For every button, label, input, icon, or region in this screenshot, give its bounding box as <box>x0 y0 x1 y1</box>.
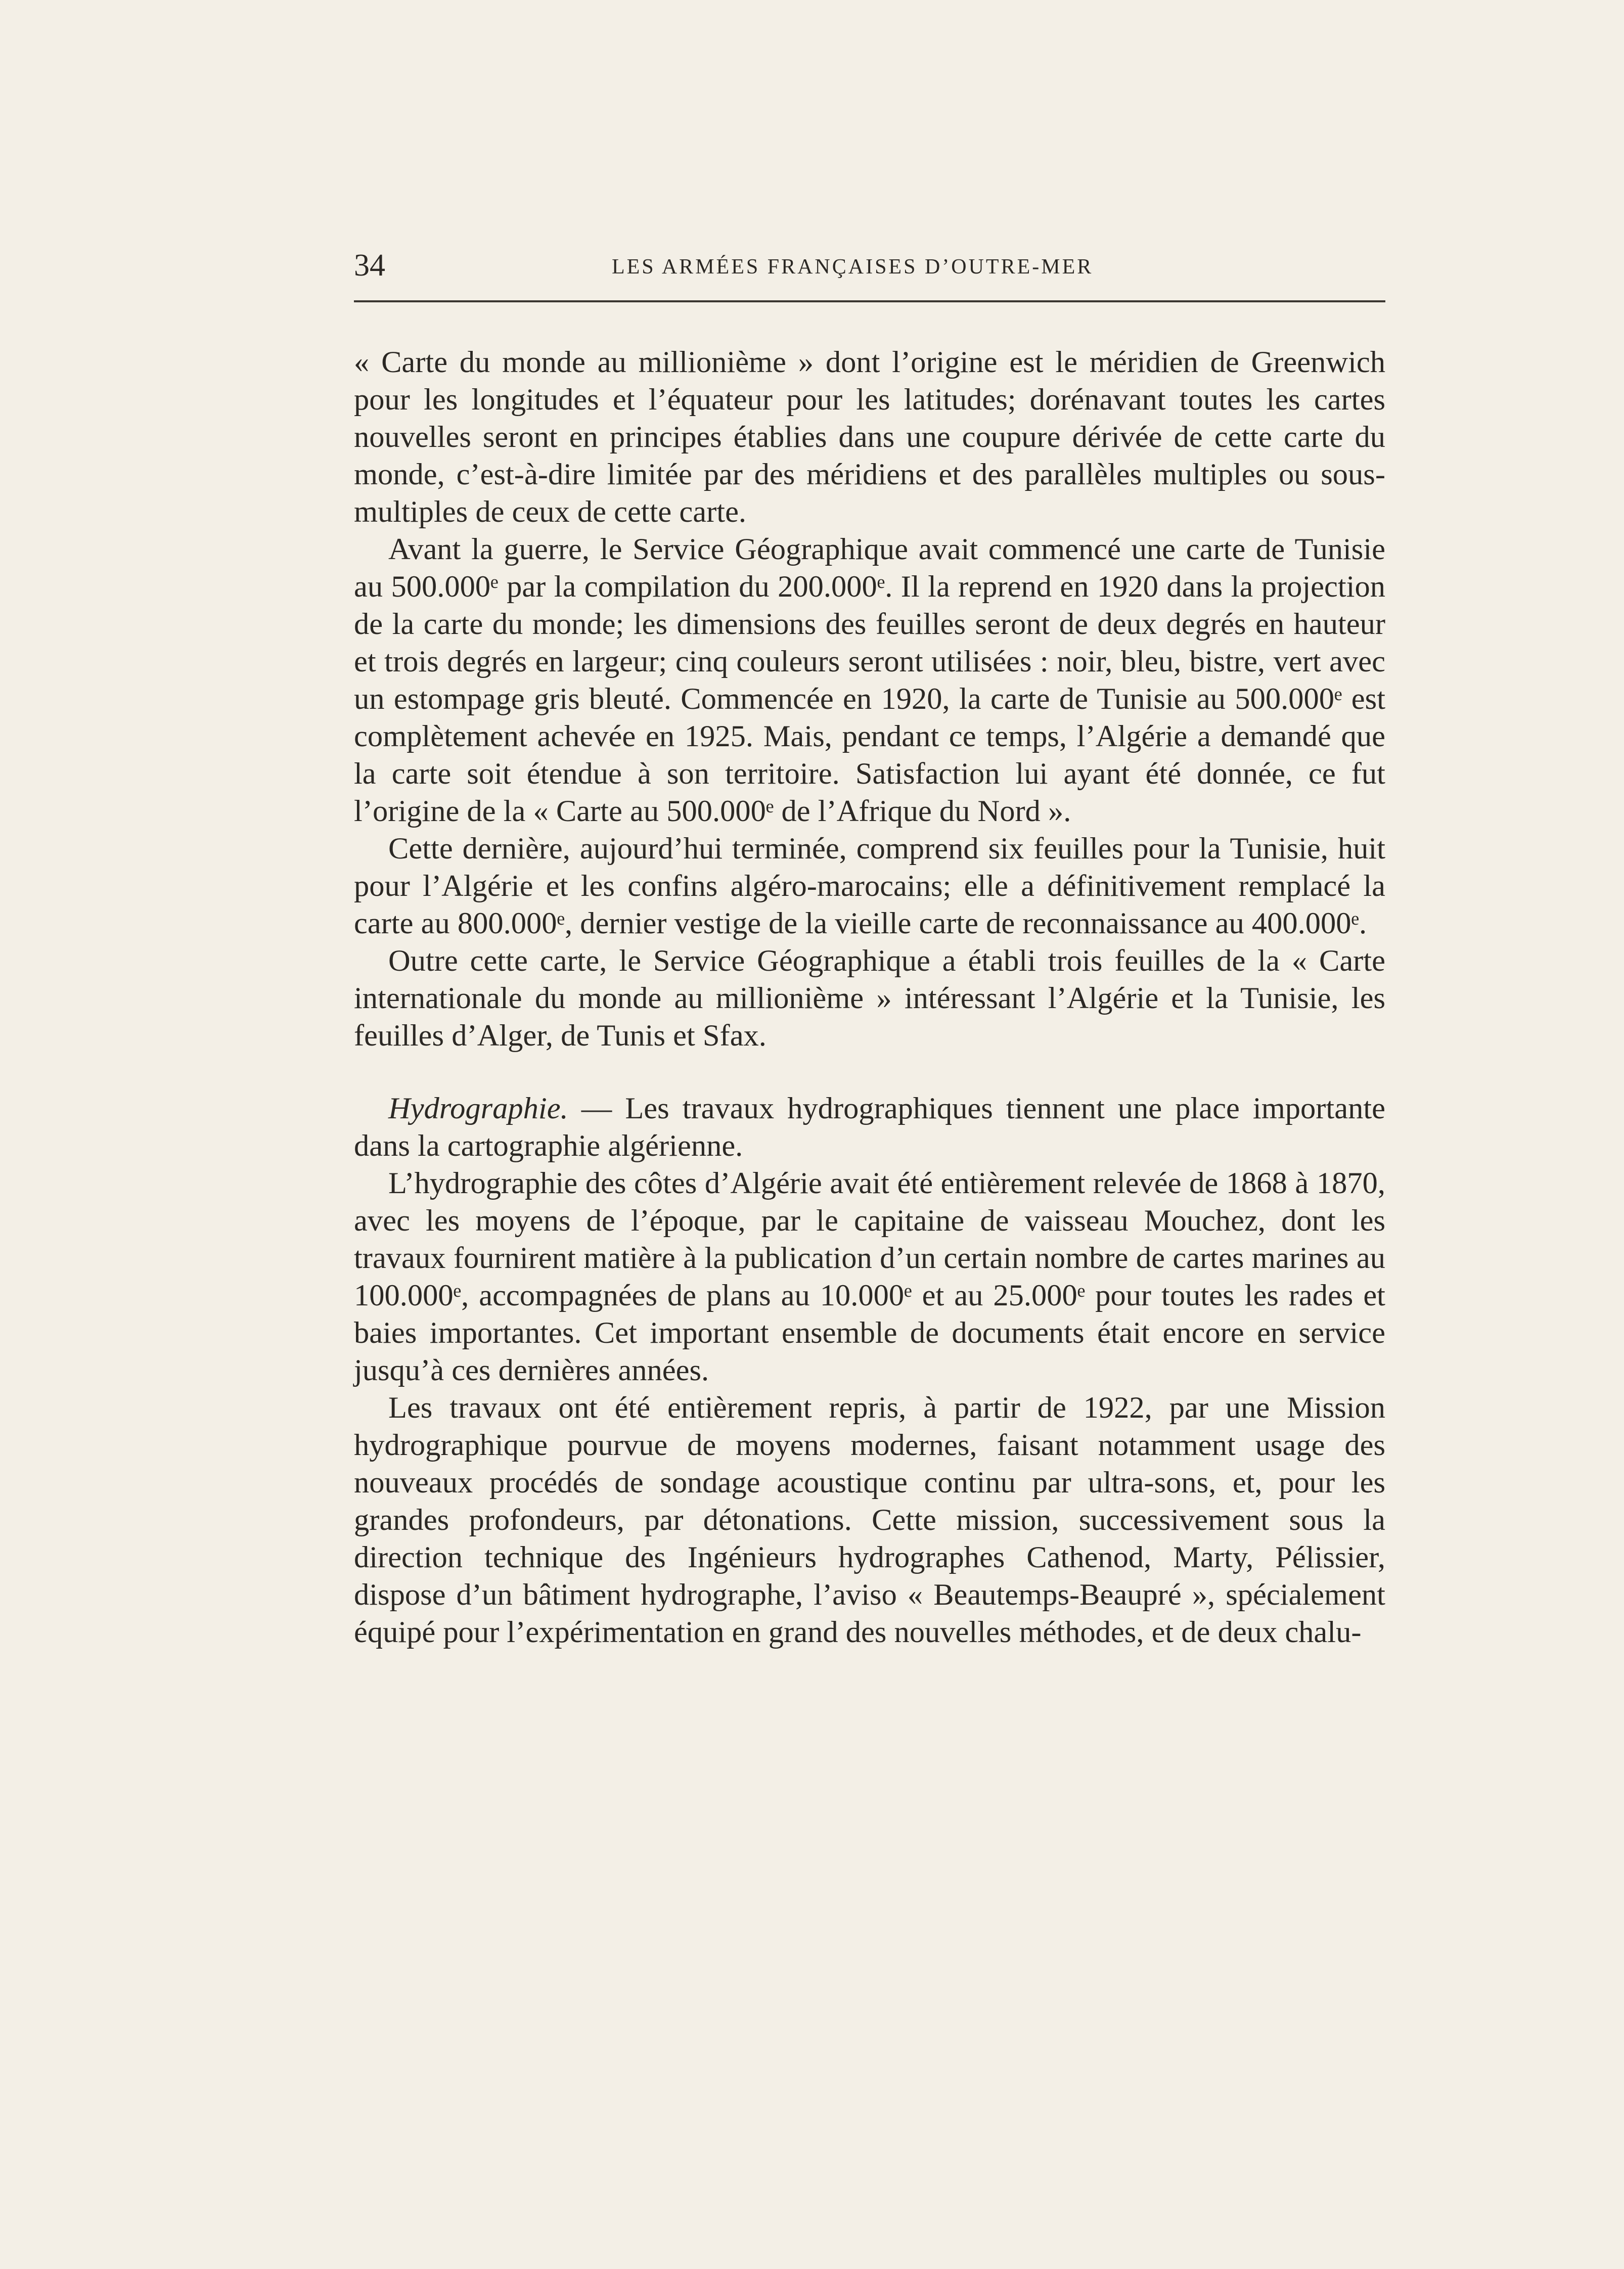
header-rule <box>354 300 1385 302</box>
body-text <box>354 344 1385 1651</box>
paragraph-carte-du-monde: « Carte du monde au millionième » dont l’origine est le méridien de Greenwich pour les longitudes et l’équateur pour les latitudes; dorénavant toutes les cartes nouvelles seront en principes établies dans une coupure dérivée de cette carte du monde, c’est-à-dire limitée par des méridiens et des parallèles multiples ou sous-multiples de ceux de cette carte. <box>354 345 1385 529</box>
page-number: 34 <box>354 248 385 283</box>
paragraph-hydrographie-intro <box>354 1090 1385 1165</box>
section-heading-hydrographie: Hydrographie. <box>388 1092 568 1125</box>
running-title: LES ARMÉES FRANÇAISES D’OUTRE-MER <box>612 255 1094 279</box>
paragraph-hydrographie-cotes: L’hydrographie des côtes d’Algérie avait été entièrement relevée de 1868 à 1870, avec les moyens de l’époque, par le capitaine de vaisseau Mouchez, dont les travaux fournirent matière à la publication d’un certain nombre de cartes marines au 100.000ᵉ, accompagnées de plans au 10.000ᵉ et au 25.000ᵉ pour toutes les rades et baies importantes. Cet important ensemble de documents était encore en service jusqu’à ces dernières années. <box>354 1166 1385 1387</box>
hydrographie-intro-text: — Les travaux hydrographiques tiennent une place importante dans la cartographie algérienne. <box>354 1092 1385 1163</box>
paragraph-carte-tunisie: Avant la guerre, le Service Géographique avait commencé une carte de Tunisie au 500.000ᵉ par la compilation du 200.000ᵉ. Il la reprend en 1920 dans la projection de la carte du monde; les dimensions des feuilles seront de deux degrés en hauteur et trois degrés en largeur; cinq couleurs seront utilisées : noir, bleu, bistre, vert avec un estompage gris bleuté. Commencée en 1920, la carte de Tunisie au 500.000ᵉ est complètement achevée en 1925. Mais, pendant ce temps, l’Algérie a demandé que la carte soit étendue à son territoire. Satisfaction lui ayant été donnée, ce fut l’origine de la « Carte au 500.000ᵉ de l’Afrique du Nord ». <box>354 532 1385 828</box>
paragraph-travaux-repris: Les travaux ont été entièrement repris, à partir de 1922, par une Mission hydrographique pourvue de moyens modernes, faisant notamment usage des nouveaux procédés de sondage acoustique continu par ultra-sons, et, pour les grandes profondeurs, par détonations. Cette mission, successivement sous la direction technique des Ingénieurs hydrographes Cathenod, Marty, Pélissier, dispose d’un bâtiment hydrographe, l’aviso « Beautemps-Beaupré », spécialement équipé pour l’expérimentation en grand des nouvelles méthodes, et de deux chalu- <box>354 1391 1385 1649</box>
paragraph-outre-cette-carte: Outre cette carte, le Service Géographique a établi trois feuilles de la « Carte internationale du monde au millionième » intéressant l’Algérie et la Tunisie, les feuilles d’Alger, de Tunis et Sfax. <box>354 944 1385 1053</box>
section-gap <box>354 1055 1385 1090</box>
paragraph-cette-derniere: Cette dernière, aujourd’hui terminée, comprend six feuilles pour la Tunisie, huit pour l’Algérie et les confins algéro-marocains; elle a définitivement remplacé la carte au 800.000ᵉ, dernier vestige de la vieille carte de reconnaissance au 400.000ᵉ. <box>354 832 1385 940</box>
running-header <box>354 248 1385 283</box>
